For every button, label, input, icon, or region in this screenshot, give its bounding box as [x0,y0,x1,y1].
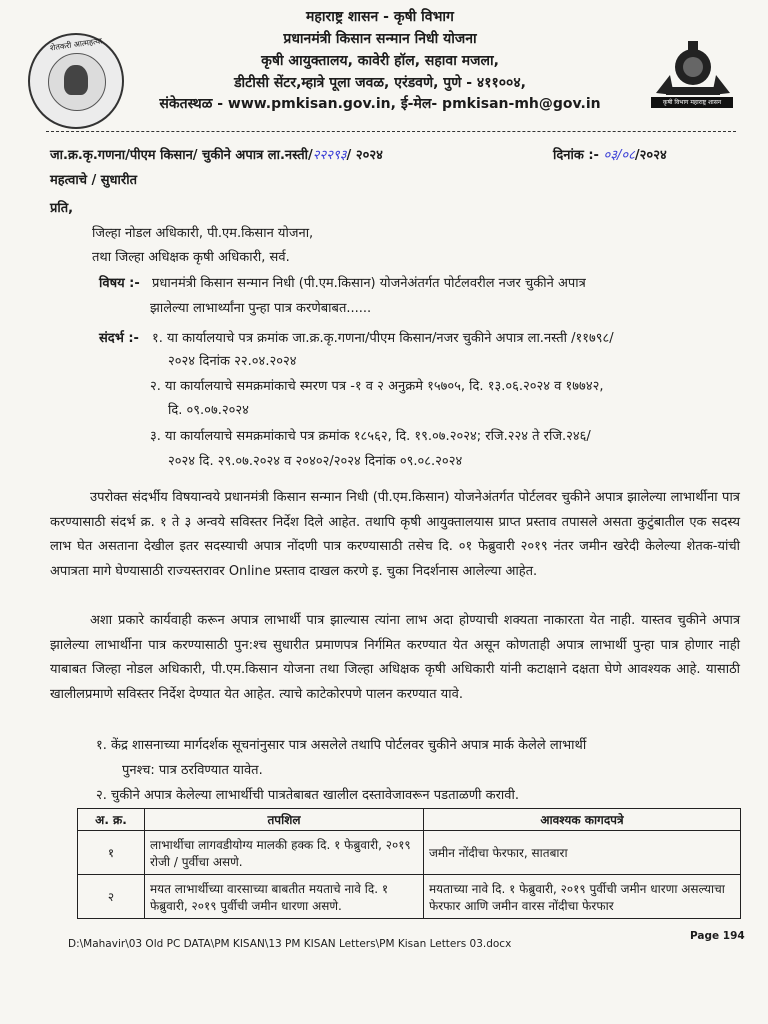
header-line-4: डीटीसी सेंटर,म्हात्रे पूला जवळ, एरंडवणे, पुणे - ४११००४, [234,75,526,91]
table-header-detail: तपशिल [145,809,424,831]
reference-number [50,147,383,165]
date-year: /२०२४ [634,148,667,163]
table-cell-detail: मयत लाभार्थीच्या वारसाच्या बाबतीत मयताचे नावे दि. १ फेब्रुवारी, २०१९ पुर्वीची जमीन धारणा असणे. [145,875,424,919]
email-link[interactable]: pmkisan-mh@gov.in [442,96,601,112]
date-handwritten: ०३/०८ [603,148,635,163]
recipient-line-2: तथा जिल्हा अधिक्षक कृषी अधिकारी, सर्व. [92,250,290,265]
header-divider [46,131,736,132]
subject-line-1: प्रधानमंत्री किसान सन्मान निधी (पी.एम.किसान) योजनेअंतर्गत पोर्टलवरील नजर चुकीने अपात्र [152,276,586,291]
instruction-1b: पुनश्च: पात्र ठरविण्यात यावेत. [122,763,263,778]
recipient-line-1: जिल्हा नोडल अधिकारी, पी.एम.किसान योजना, [92,226,314,241]
table-header-row [78,809,741,831]
header-contact-line [140,95,620,114]
table-row [78,831,741,875]
urgent-note: महत्वाचे / सुधारीत [50,173,138,188]
footer-file-path: D:\Mahavir\03 Old PC DATA\PM KISAN\13 PM KISAN Letters\PM Kisan Letters 03.docx [68,938,512,950]
table-header-documents: आवश्यक कागदपत्रे [424,809,741,831]
website-link[interactable]: - www.pmkisan.gov.in, [217,96,396,112]
subject-label: विषय :- [99,276,140,291]
reference-1a: १. या कार्यालयाचे पत्र क्रमांक जा.क्र.कृ.गणना/पीएम किसान/नजर चुकीने अपात्र ला.नस्ती /११७९८/ [152,331,614,346]
table-cell-detail: लाभार्थीचा लागवडीयोग्य मालकी हक्क दि. १ फेब्रुवारी, २०१९ रोजी / पुर्वीचा असणे. [145,831,424,875]
body-paragraph-1: उपरोक्त संदर्भीय विषयान्वये प्रधानमंत्री किसान सन्मान निधी (पी.एम.किसान) योजनेअंतर्गत पोर्टलवर चुकीने अपात्र झालेल्या लाभार्थीना पात्र करण्यासाठी संदर्भ क्र. १ ते ३ अन्वये सविस्तर निर्देश दिले आहेत. तथापि कृषी आयुक्तालयास प्राप्त प्रस्ताव तपासले असता कुटुंबातील एक सदस्य लाभ घेत असताना देखील इतर सदस्याची अपात्र नोंदणी पात्र करण्यासाठी तसेच दि. ०१ फेब्रुवारी २०१९ नंतर जमीन खरेदी केलेल्या शेतक-यांची अपात्रता मागे घेण्यासाठी राज्यस्तरावर Online प्रस्ताव दाखल करणे इ. चुका निदर्शनास आलेल्या आहेत. [50,490,740,579]
letter-date [553,147,667,165]
table-header-serial: अ. क्र. [78,809,145,831]
reference-3a: ३. या कार्यालयाचे समक्रमांकाचे पत्र क्रमांक १८५६२, दि. १९.०७.२०२४; रजि.२२४ ते रजि.२४६/ [150,429,591,444]
emblem-caption: कृषी विभाग महाराष्ट्र शासन [651,97,733,108]
documents-table [77,808,741,919]
seal-portrait-icon [64,65,88,95]
reference-label: संदर्भ :- [99,331,139,346]
subject-line-2: झालेल्या लाभार्थ्यांना पुन्हा पात्र करणेबाबत...... [150,301,372,316]
reference-number-prefix: जा.क्र.कृ.गणना/पीएम किसान/ चुकीने अपात्र ला.नस्ती/ [50,148,313,163]
table-cell-documents: मयताच्या नावे दि. १ फेब्रुवारी, २०१९ पुर्वीची जमीन धारणा असल्याचा फेरफार आणि जमीन वारस नोंदीचा फेरफार [424,875,741,919]
date-label: दिनांक :- [553,148,599,163]
instruction-1a: १. केंद्र शासनाच्या मार्गदर्शक सूचनांनुसार पात्र असलेले तथापि पोर्टलवर चुकीने अपात्र मार्क केलेले लाभार्थी [96,738,587,753]
reference-2a: २. या कार्यालयाचे समक्रमांकाचे स्मरण पत्र -१ व २ अनुक्रमे १५७०५, दि. १३.०६.२०२४ व १७७४२, [150,379,604,394]
header-line-2: प्रधानमंत्री किसान सन्मान निधी योजना [283,31,477,47]
table-cell-serial: २ [78,875,145,919]
header-line-1: महाराष्ट्र शासन - कृषी विभाग [306,9,454,25]
footer-page-number: Page 194 [690,930,745,942]
salutation: प्रति, [50,201,74,216]
reference-number-year: / २०२४ [346,148,383,163]
table-cell-documents: जमीन नोंदीचा फेरफार, सातबारा [424,831,741,875]
table-row [78,875,741,919]
reference-1b: २०२४ दिनांक २२.०४.२०२४ [168,354,297,369]
website-label: संकेतस्थळ [159,96,213,112]
body-paragraph-2: अशा प्रकारे कार्यवाही करून अपात्र लाभार्थी पात्र झाल्यास त्यांना लाभ अदा होण्याची शक्यता नाकारता येत नाही. यास्तव चुकीने अपात्र झालेल्या लाभार्थीना पात्र करण्यासाठी पुन:श्च सुधारीत प्रमाणपत्र निर्गमित करण्यात येत असून कोणताही अपात्र लाभार्थी पुन्हा पात्र होणार नाही याबाबत जिल्हा नोडल अधिकारी, पी.एम.किसान योजना तथा जिल्हा अधिक्षक कृषी अधिकारी यांनी कटाक्षाने दक्षता घेणे आवश्यक आहे. यासाठी खालीलप्रमाणे सविस्तर निर्देश देण्यात येत आहेत. त्याचे काटेकोरपणे पालन करण्यात यावे. [50,613,740,702]
reference-3b: २०२४ दि. २९.०७.२०२४ व २०४०२/२०२४ दिनांक ०९.०८.२०२४ [168,454,463,469]
header-line-3: कृषी आयुक्तालय, कावेरी हॉल, सहावा मजला, [261,53,499,69]
instruction-2: २. चुकीने अपात्र केलेल्या लाभार्थीची पात्रतेबाबत खालील दस्तावेजावरून पडताळणी करावी. [96,788,520,803]
seal-ring-text: शेतकरी आत्महत्या [49,36,103,53]
reference-number-handwritten: २२२९३ [312,148,347,163]
reference-2b: दि. ०९.०७.२०२४ [168,403,249,418]
table-cell-serial: १ [78,831,145,875]
department-seal-left [28,33,124,129]
email-label: ई-मेल- [400,96,438,112]
